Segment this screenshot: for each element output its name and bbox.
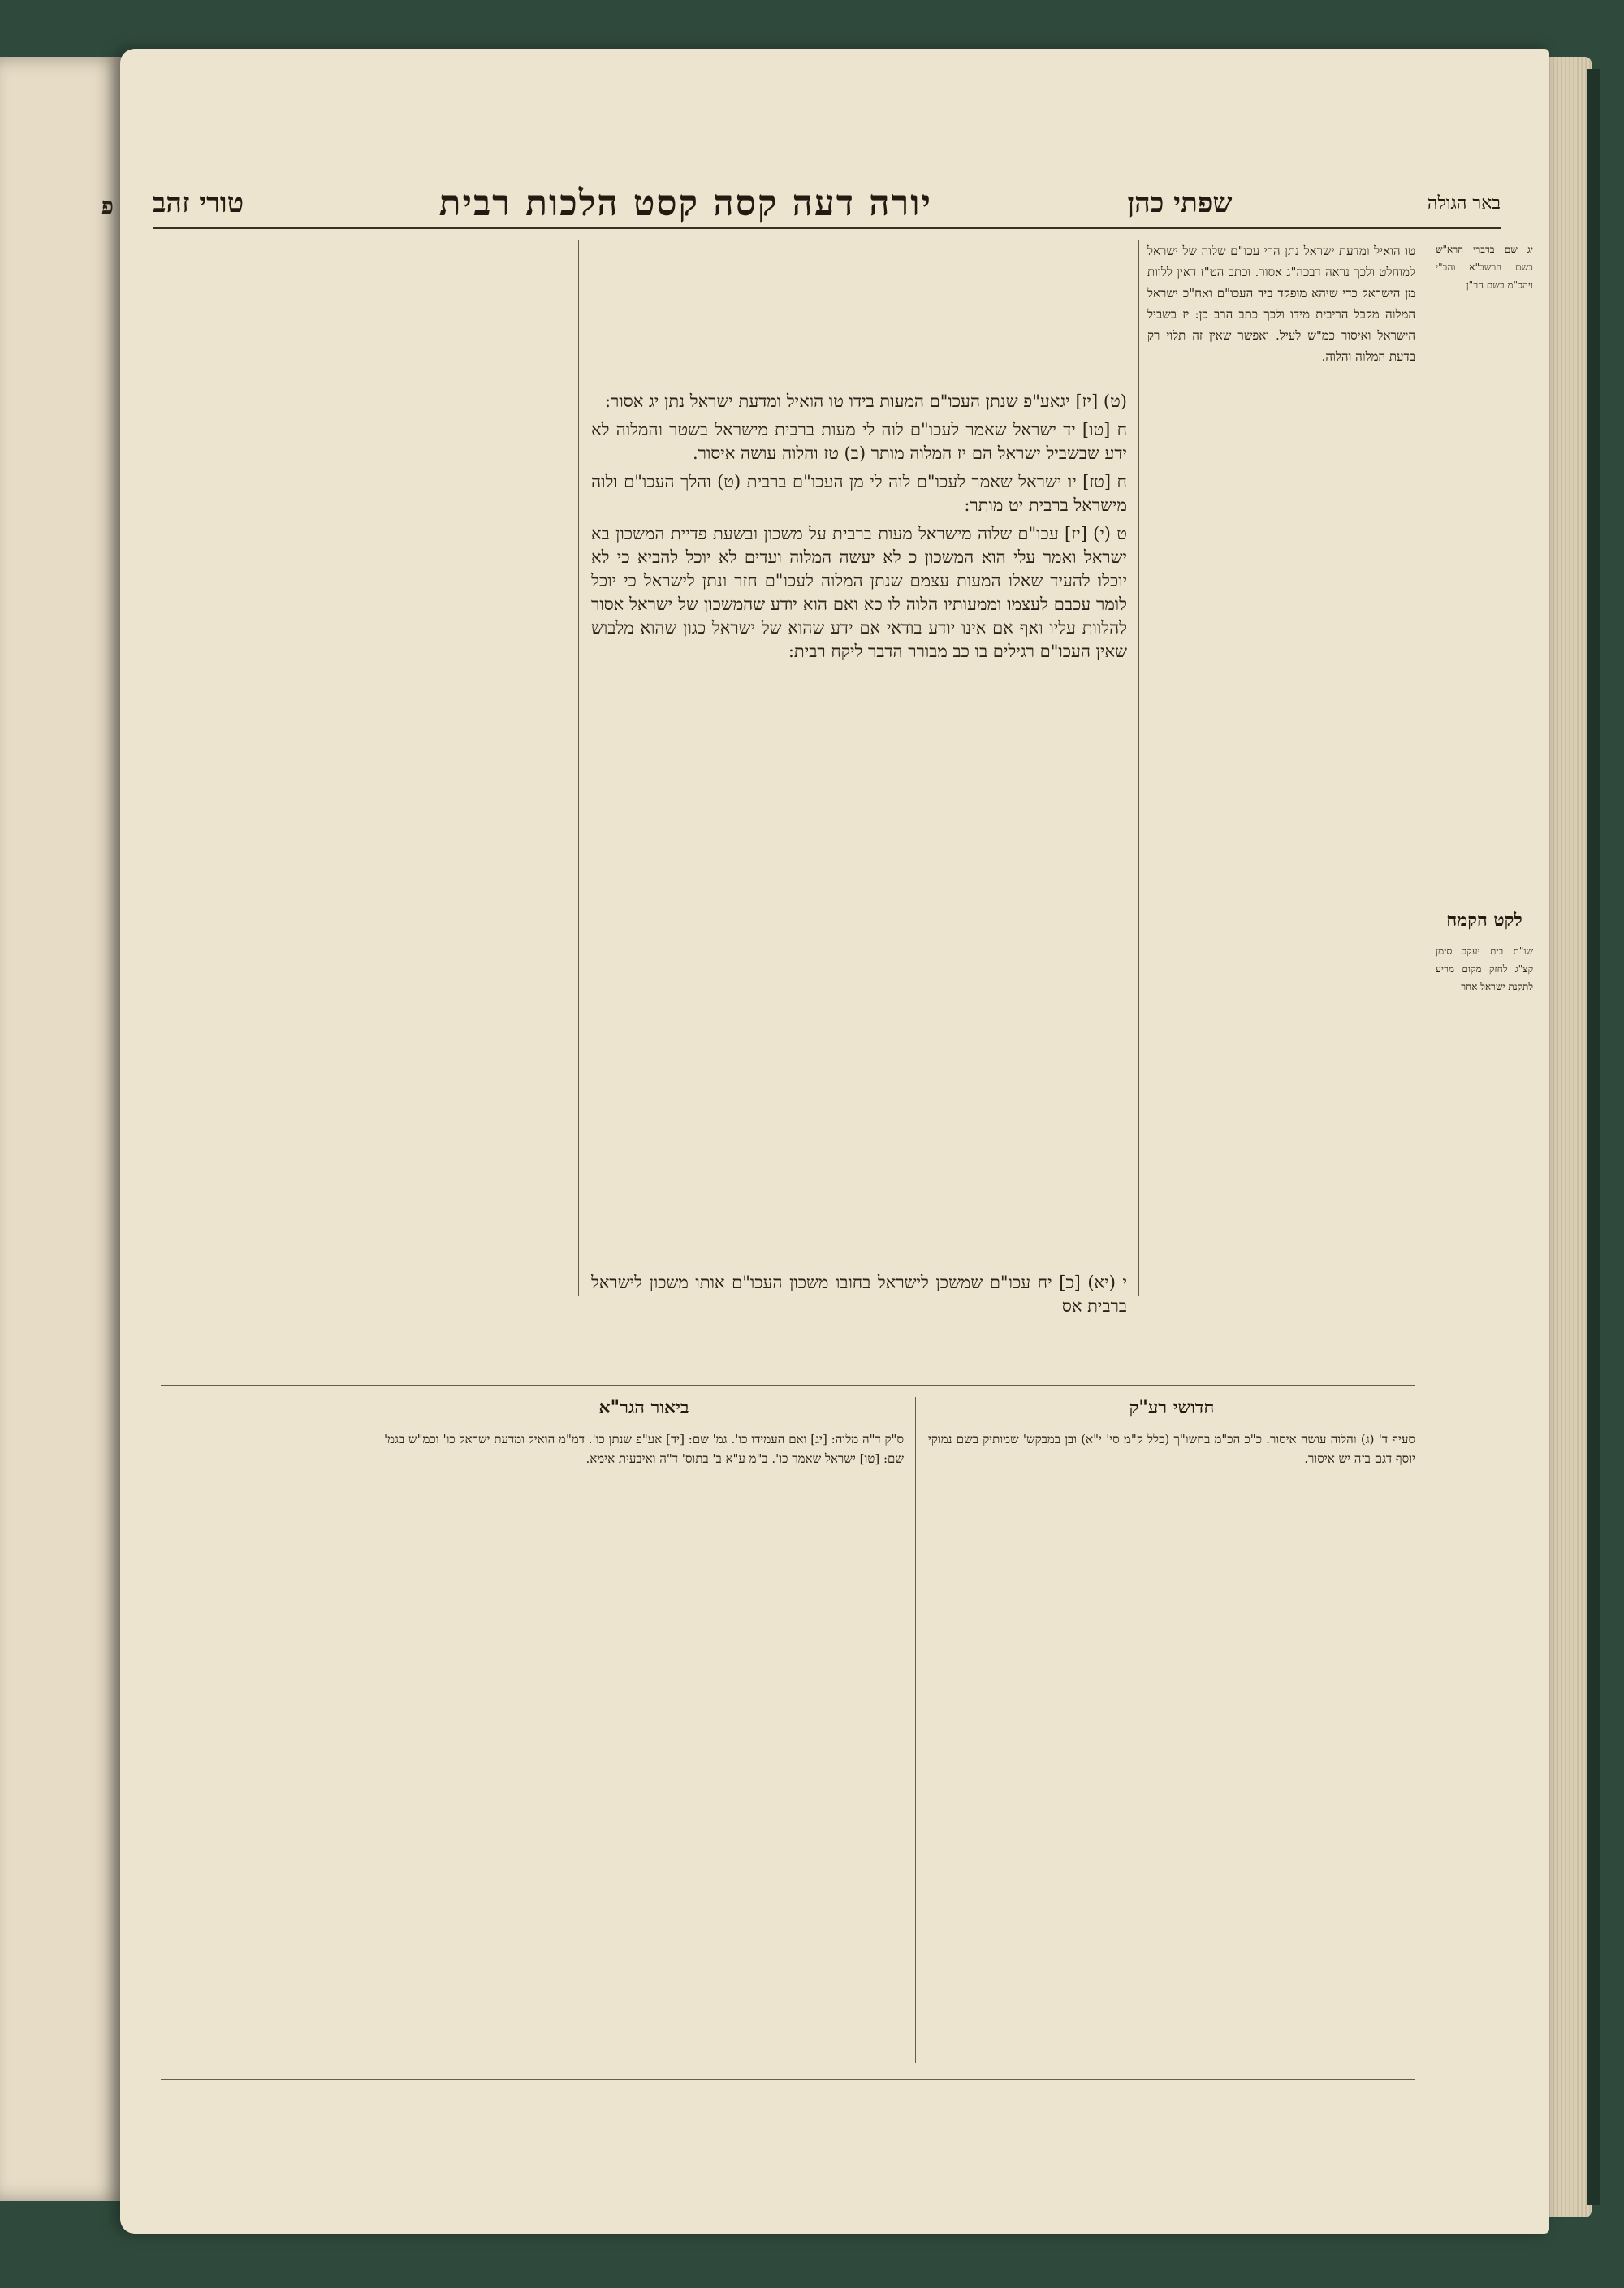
leket-title: לקט הקמח <box>1446 910 1522 931</box>
left-page-header: פ <box>101 192 114 219</box>
main-text-para-2: ח [טו] יד ישראל שאמר לעכו"ם לוה לי מעות ברבית מישראל בשטר והמלוה לא ידע שבשביל ישראל הם יז המלוה מותר (ב) טז והלוה עושה איסור. <box>591 420 1127 463</box>
fore-edge <box>1543 57 1592 2217</box>
leket-text: שו"ת בית יעקב סימן קצ"ג לחזק מקום מריע לתקנת ישראל אחר <box>1436 945 1533 993</box>
main-text-tail <box>591 1271 1127 1320</box>
lower-section-rule <box>161 1385 1415 1386</box>
shach-column <box>1147 240 1415 1296</box>
shach-text: טו הואיל ומדעת ישראל נתן הרי עכו"ם שלוה של ישראל למוחלט ולכך נראה דבכה"ג אסור. וכתב הט"ז דאין ללוות מן הישראל כדי שיהא מופקד ביד העכו"ם ואח"כ ישראל המלוה מקבל הריבית מידו ולכך כתב הרב כן: יז בשביל הישראל ואיסור כמ"ש לעיל. ואפשר שאין זה תלוי רק בדעת המלוה והלוה. <box>1147 244 1415 364</box>
bottom-rule <box>161 2079 1415 2080</box>
gra-title: ביאור הגר"א <box>598 1397 689 1418</box>
shach-title: שפתי כהן <box>1127 187 1233 219</box>
gra-text: ס"ק ד"ה מלוה: [יג] ואם העמידו כו'. גמ' שם: [יד] אע"פ שנתן כו'. דמ"מ הואיל ומדעת ישראל כו' וכמ"ש בגמ' שם: [טו] ישראל שאמר כו'. ב"מ ע"א ב' בתוס' ד"ה ואיבעית אימא. <box>384 1432 904 1466</box>
gra-column <box>384 1429 904 2063</box>
beer-hagolah-title: באר הגולה <box>1427 193 1501 214</box>
main-text-para-5: י (יא) [כ] יח עכו"ם שמשכן לישראל בחובו משכון העכו"ם אותו משכון לישראל ברבית אס <box>591 1273 1127 1316</box>
fore-edge-shadow <box>1587 69 1600 2205</box>
main-text-block <box>591 390 1127 1088</box>
chidushei-text: סעיף ד' (ג) והלוה עושה איסור. כ"כ הכ"מ בחשו"ך (כלל ק"מ סי' י"א) ובן במבקש' שמותיק בשם נמוקי יוסף דגם בזה יש איסור. <box>928 1432 1415 1466</box>
shach-rule <box>1138 240 1139 1296</box>
page-header <box>153 179 1501 229</box>
leket-column <box>1436 942 1533 2039</box>
left-page-text <box>0 57 122 236</box>
beer-hagolah-text: יג שם בדברי הרא"ש בשם הרשב"א והב"י ויהכ"מ בשם הר"ן <box>1436 244 1533 291</box>
taz-column <box>161 240 567 1296</box>
book-page <box>120 49 1549 2234</box>
main-text-para-1: (ט) [יז] יגאע"פ שנתן העכו"ם המעות בידו טו הואיל ומדעת ישראל נתן יג אסור: <box>604 391 1127 411</box>
left-page-edge <box>0 57 122 2201</box>
main-text-para-4: ט (י) [יז] עכו"ם שלוה מישראל מעות ברבית על משכון ובשעת פדיית המשכון בא ישראל ואמר עלי הוא המשכון כ לא יעשה המלוה ועדים לא יוכל להביא כי לא יוכלו להעיד שאלו המעות עצמם שנתן המלוה לעכו"ם חזר ונתן לישראל כי יוכל לומר עכבם לעצמו וממעותיו הלוה לו כא ואם הוא יודע שהמשכון של ישראל אסור להלוות עליו ואף אם אינו יודע בודאי אם ידע שהוא של ישראל כגון שהוא מלבוש שאין העכו"ם רגילים בו כב מבורר הדבר ליקח רבית: <box>591 524 1127 661</box>
gra-rule <box>915 1397 916 2063</box>
taz-rule <box>578 240 579 1296</box>
chidushei-column <box>928 1429 1415 2063</box>
main-text-para-3: ח [טז] יו ישראל שאמר לעכו"ם לוה לי מן העכו"ם ברבית (ט) והלך העכו"ם ולוה מישראל ברבית יט מותר: <box>591 472 1127 515</box>
main-title: יורה דעה קסה קסט הלכות רבית <box>438 182 933 224</box>
taz-title: טורי זהב <box>153 187 244 219</box>
chidushei-title: חדושי רע"ק <box>1129 1397 1215 1418</box>
